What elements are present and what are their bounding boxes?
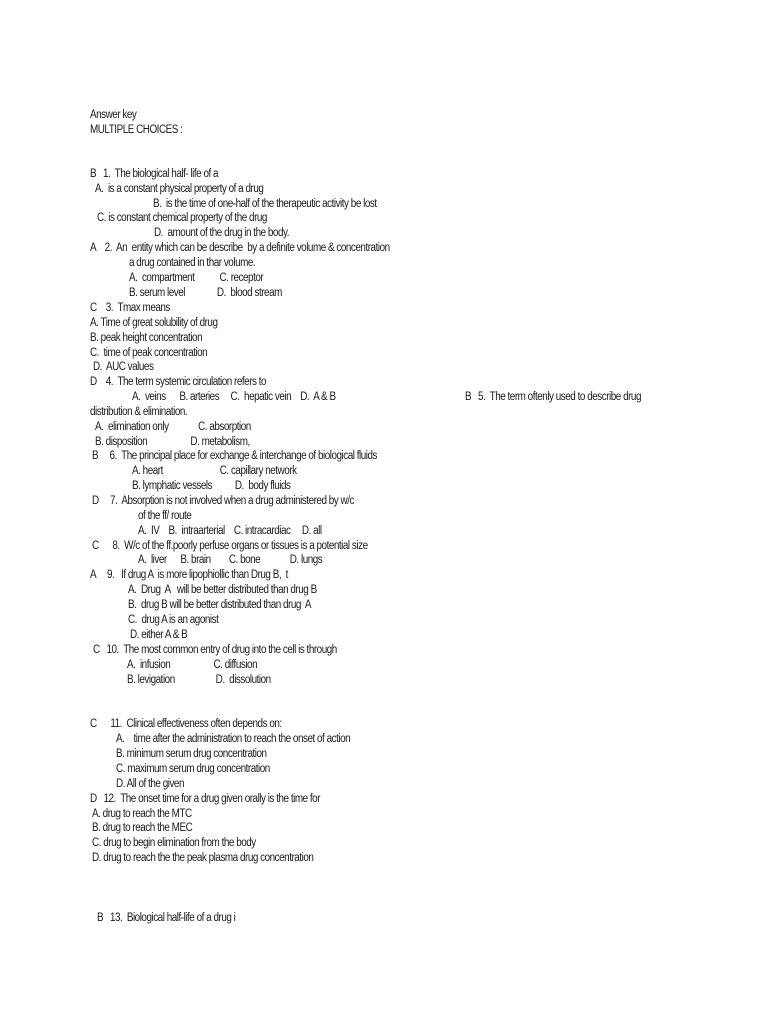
question-3: C 3. Tmax means <box>90 302 170 314</box>
option-line: C. maximum serum drug concentration <box>116 763 270 775</box>
option-line: A. liver B. brain C. bone D. lungs <box>138 554 323 566</box>
question-13: B 13. Biological half-life of a drug i <box>97 912 236 924</box>
option-line: A. infusion C. diffusion <box>127 659 258 671</box>
option-line: B. levigation D. dissolution <box>127 674 271 686</box>
option-line: D. All of the given <box>116 778 184 790</box>
option-line: A. time after the administration to reach the onset of action <box>116 733 351 745</box>
option-line: A. elimination only C. absorption <box>95 421 251 433</box>
question-4: D 4. The term systemic circulation refers to <box>90 376 267 388</box>
option-line: B. drug to reach the MEC <box>92 822 193 834</box>
option-line: B. drug B will be better distributed than drug A <box>128 599 312 611</box>
question-10: C 10. The most common entry of drug into the cell is through <box>93 644 337 656</box>
option-line: B. peak height concentration <box>90 332 203 344</box>
option-line: A. IV B. intraarterial C. intracardiac D. all <box>138 525 322 537</box>
option-line: B. serum level D. blood stream <box>129 287 282 299</box>
option-line: C. is constant chemical property of the drug <box>97 212 267 224</box>
option-line: C. time of peak concentration <box>90 347 208 359</box>
option-line: A. veins B. arteries C. hepatic vein D. A & B <box>132 391 336 403</box>
question-5: B 5. The term oftenly used to describe drug <box>465 391 641 403</box>
option-line: B. disposition D. metabolism, <box>95 436 250 448</box>
question-line: distribution & elimination. <box>90 406 188 418</box>
question-9: A 9. If drug A is more lipophiollic than Drug B, t <box>90 569 288 581</box>
option-line: B. is the time of one-half of the therapeutic activity be lost <box>153 198 377 210</box>
option-line: D. either A & B <box>130 629 188 641</box>
question-6: B 6. The principal place for exchange & interchange of biological fluids <box>92 450 378 462</box>
question-1: B 1. The biological half- life of a <box>90 168 219 180</box>
answer-key-title: Answer key <box>90 109 137 121</box>
option-line: D. drug to reach the the peak plasma drug concentration <box>92 852 314 864</box>
question-line: of the ff/ route <box>138 510 192 522</box>
question-8: C 8. W/c of the ff.poorly perfuse organs or tissues is a potential size <box>92 540 368 552</box>
option-line: A. is a constant physical property of a drug <box>95 183 264 195</box>
question-line: a drug contained in thar volume. <box>129 257 256 269</box>
option-line: C. drug A is an agonist <box>128 614 219 626</box>
option-line: B. lymphatic vessels D. body fluids <box>132 480 291 492</box>
question-11: C 11. Clinical effectiveness often depends on: <box>90 718 282 730</box>
option-line: A. compartment C. receptor <box>129 272 264 284</box>
question-2: A 2. An entity which can be describe by a definite volume & concentration <box>90 242 390 254</box>
question-7: D 7. Absorption is not involved when a drug administered by w/c <box>92 495 354 507</box>
option-line: A. heart C. capillary network <box>132 465 297 477</box>
option-line: D. amount of the drug in the body. <box>154 227 290 239</box>
option-line: D. AUC values <box>93 361 154 373</box>
section-heading: MULTIPLE CHOICES : <box>90 124 183 136</box>
option-line: C. drug to begin elimination from the body <box>92 837 256 849</box>
question-12: D 12. The onset time for a drug given orally is the time for <box>90 793 321 805</box>
option-line: A. Drug A will be better distributed than drug B <box>128 584 317 596</box>
option-line: A. Time of great solubility of drug <box>90 317 218 329</box>
option-line: B. minimum serum drug concentration <box>116 748 267 760</box>
option-line: A. drug to reach the MTC <box>92 808 192 820</box>
